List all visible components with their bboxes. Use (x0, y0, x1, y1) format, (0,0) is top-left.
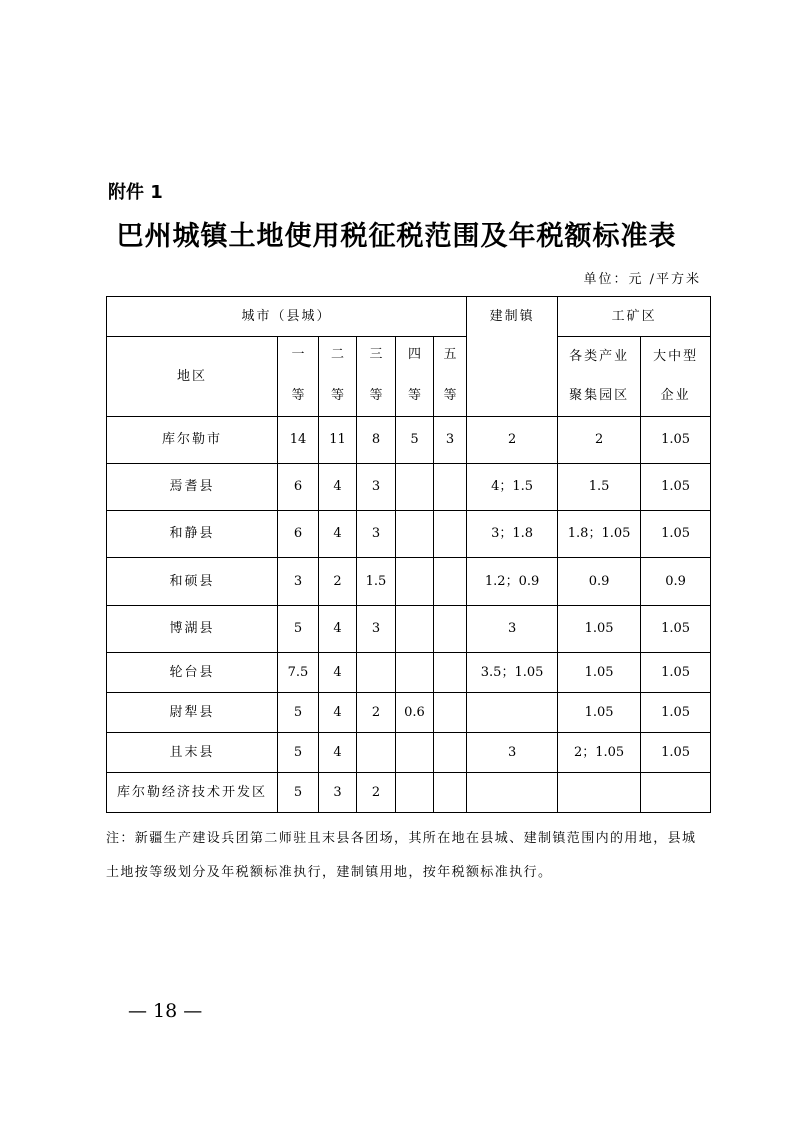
town-cell: 3 (467, 606, 558, 653)
table-row (107, 606, 711, 653)
tax-rate-table (106, 296, 711, 813)
park-cell: 1.05 (558, 653, 641, 693)
grade-2-cell: 2 (319, 558, 357, 606)
attachment-label: 附件 1 (108, 182, 163, 203)
page-number: — 18 — (128, 1000, 203, 1022)
construction-town-header: 建制镇 (467, 297, 558, 417)
grade-3-header: 三 等 (357, 337, 396, 417)
grade-3-cell: 3 (357, 464, 396, 511)
industrial-park-header: 各类产业 聚集园区 (558, 337, 641, 417)
grade-5-cell (434, 464, 467, 511)
town-cell: 4；1.5 (467, 464, 558, 511)
grade-5-header: 五 等 (434, 337, 467, 417)
town-cell: 2 (467, 417, 558, 464)
grade-4-cell (396, 653, 434, 693)
grade-3-cell (357, 733, 396, 773)
park-cell: 0.9 (558, 558, 641, 606)
park-cell: 2；1.05 (558, 733, 641, 773)
grade-2-cell: 4 (319, 511, 357, 558)
grade-1-cell: 6 (278, 464, 319, 511)
grade-4-cell (396, 511, 434, 558)
region-cell: 且末县 (107, 733, 278, 773)
table-row (107, 773, 711, 813)
grade-3-cell: 2 (357, 773, 396, 813)
enterprise-cell (641, 773, 711, 813)
town-cell (467, 693, 558, 733)
grade-2-cell: 4 (319, 653, 357, 693)
industrial-header: 工矿区 (558, 297, 711, 337)
enterprise-cell: 1.05 (641, 464, 711, 511)
region-cell: 尉犁县 (107, 693, 278, 733)
park-cell: 1.8；1.05 (558, 511, 641, 558)
grade-4-cell (396, 733, 434, 773)
grade-3-cell: 3 (357, 606, 396, 653)
grade-1-cell: 7.5 (278, 653, 319, 693)
table-row (107, 511, 711, 558)
table-row (107, 558, 711, 606)
grade-2-header: 二 等 (319, 337, 357, 417)
region-cell: 博湖县 (107, 606, 278, 653)
grade-4-cell (396, 558, 434, 606)
large-enterprise-header: 大中型 企业 (641, 337, 711, 417)
enterprise-cell: 0.9 (641, 558, 711, 606)
grade-4-cell: 0.6 (396, 693, 434, 733)
park-cell: 2 (558, 417, 641, 464)
grade-5-cell (434, 558, 467, 606)
grade-5-cell (434, 653, 467, 693)
grade-3-cell: 2 (357, 693, 396, 733)
grade-3-cell: 1.5 (357, 558, 396, 606)
region-cell: 和硕县 (107, 558, 278, 606)
grade-2-cell: 4 (319, 606, 357, 653)
grade-2-cell: 11 (319, 417, 357, 464)
region-cell: 轮台县 (107, 653, 278, 693)
grade-1-cell: 6 (278, 511, 319, 558)
table-row (107, 733, 711, 773)
region-header: 地区 (107, 337, 278, 417)
grade-1-cell: 5 (278, 733, 319, 773)
park-cell: 1.5 (558, 464, 641, 511)
region-cell: 库尔勒经济技术开发区 (107, 773, 278, 813)
enterprise-cell: 1.05 (641, 417, 711, 464)
grade-2-cell: 3 (319, 773, 357, 813)
enterprise-cell: 1.05 (641, 653, 711, 693)
grade-5-cell (434, 733, 467, 773)
grade-3-cell (357, 653, 396, 693)
enterprise-cell: 1.05 (641, 511, 711, 558)
town-cell: 1.2；0.9 (467, 558, 558, 606)
enterprise-cell: 1.05 (641, 733, 711, 773)
table-row (107, 464, 711, 511)
table-row (107, 417, 711, 464)
grade-2-cell: 4 (319, 693, 357, 733)
grade-1-cell: 5 (278, 773, 319, 813)
park-cell (558, 773, 641, 813)
document-title: 巴州城镇土地使用税征税范围及年税额标准表 (116, 221, 677, 252)
table-row (107, 653, 711, 693)
park-cell: 1.05 (558, 693, 641, 733)
grade-4-cell: 5 (396, 417, 434, 464)
unit-label: 单位：元 /平方米 (583, 272, 701, 287)
town-cell: 3；1.8 (467, 511, 558, 558)
grade-1-cell: 14 (278, 417, 319, 464)
table-row (107, 693, 711, 733)
grade-4-cell (396, 773, 434, 813)
grade-3-cell: 8 (357, 417, 396, 464)
region-cell: 和静县 (107, 511, 278, 558)
enterprise-cell: 1.05 (641, 693, 711, 733)
header-row-1 (107, 297, 711, 337)
grade-2-cell: 4 (319, 733, 357, 773)
grade-4-cell (396, 464, 434, 511)
region-cell: 焉耆县 (107, 464, 278, 511)
grade-5-cell (434, 606, 467, 653)
city-header: 城市（县城） (107, 297, 467, 337)
table-note: 注：新疆生产建设兵团第二师驻且末县各团场，其所在地在县城、建制镇范围内的用地，县城土地按等级划分及年税额标准执行，建制镇用地，按年税额标准执行。 (106, 831, 697, 880)
grade-3-cell: 3 (357, 511, 396, 558)
town-cell: 3 (467, 733, 558, 773)
grade-4-cell (396, 606, 434, 653)
grade-2-cell: 4 (319, 464, 357, 511)
town-cell: 3.5；1.05 (467, 653, 558, 693)
enterprise-cell: 1.05 (641, 606, 711, 653)
grade-5-cell (434, 693, 467, 733)
grade-5-cell: 3 (434, 417, 467, 464)
town-cell (467, 773, 558, 813)
region-cell: 库尔勒市 (107, 417, 278, 464)
grade-5-cell (434, 511, 467, 558)
park-cell: 1.05 (558, 606, 641, 653)
grade-1-cell: 3 (278, 558, 319, 606)
grade-1-cell: 5 (278, 606, 319, 653)
grade-4-header: 四 等 (396, 337, 434, 417)
grade-5-cell (434, 773, 467, 813)
grade-1-cell: 5 (278, 693, 319, 733)
header-row-2 (107, 337, 711, 417)
grade-1-header: 一 等 (278, 337, 319, 417)
